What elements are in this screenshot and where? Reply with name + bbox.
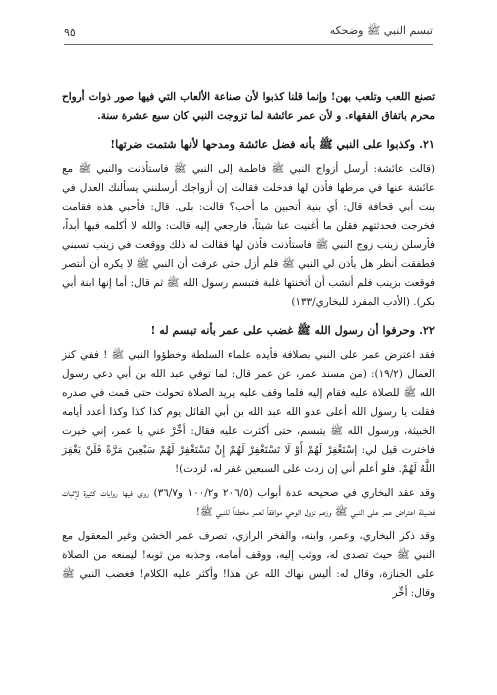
header-divider — [64, 44, 433, 45]
page-body — [62, 88, 435, 608]
section-heading-21: ٢١. وكذبوا على النبي ﷺ بأنه فضل عائشة ومدحها لأنها شتمت ضرتها! — [110, 137, 435, 151]
page-number: ٩٥ — [64, 25, 76, 39]
paragraph-bukhari-chapters: وقد عقد البخاري في صحيحه عدة أبواب (٢٠٦/٥ و١٠٠/٢ و٣٦/٧) روى فيها روايات كثيرة لإثبات فضيلة اعتراض عمر على النبي ﷺ وزعم نزول الوحي موافقاً لعمر مخطئاً للنبي ﷺ! — [62, 487, 436, 518]
paragraph-umar-conduct: وقد ذكر البخاري، وعمر، وابنه، والفخر الرازي، تصرف عمر الخشن وغير المعقول مع النبي ﷺ حيث تصدى له، ووثب إليه، ووقف أمامه، وجذبه من ثوبه! ليمنعه من الصلاة على الجنازة، وقال له: أليس نهاك الله عن هذا! وأكثر عليه الكلام! فغضب النبي ﷺ وقال: أخِّر — [62, 530, 435, 599]
section-heading-22: ٢٢. وحرفوا أن رسول الله ﷺ غضب على عمر بأنه تبسم له ! — [150, 323, 435, 337]
paragraph-aisha-narration: (قالت عائشة: أرسل أزواج النبي ﷺ فاطمة إلى النبي ﷺ فاستأذنت والنبي ﷺ مع عائشة عنها في مرطها فأذن لها فدخلت فقالت إن أزواجك أرسلنني يسألنك العدل في بنت أبي قحافة قال: أي بنية أتحبين ما أحب؟ قالت: بلى. قال: فأحبي هذه فقامت فخرجت فحدثتهم فقلن ما أغنيت عنا شيئاً، فارجعي إليه قالت: والله لا أكلمه فيها أبداً، فأرسلن زينب زوج النبي ﷺ فاستأذنت فأذن لها فقالت له ذلك ووقعت في زينب تسبني فطفقت أنظر هل يأذن لي النبي ﷺ فلم أزل حتى عرفت أن النبي ﷺ لا يكره أن أنتصر فوقعت بزينب فلم أنشب أن أثخنتها غلبة فتبسم رسول الله ﷺ ثم قال: أما إنها ابنة أبي بكر). (الأدب المفرد للبخاري/١٣٣) — [62, 163, 435, 308]
running-title: تبسم النبي ﷺ وضحكه — [329, 24, 433, 37]
paragraph-intro: تصنع اللعب وتلعب بهن! وإنما قلنا كذبوا لأن صناعة الألعاب التي فيها صور ذوات أرواح محرم باتفاق الفقهاء. و لأن عمر عائشة لما تزوجت النبي كان سبع عشرة سنة. — [62, 91, 435, 122]
running-header — [64, 24, 433, 40]
paragraph-kanz-ummal: فقد اعترض عمر على النبي بصلافة فأيده علماء السلطة وخطؤوا النبي ﷺ ! ففي كنز العمال (١٩/٢): (من مسند عمر، عن عمر قال: لما توفي عبد الله بن أبي دعي رسول الله ﷺ للصلاة عليه فقام إليه فلما وقف عليه يريد الصلاة تحولت حتى قمت في صدره فقلت يا رسول الله أعلى عدو الله عبد الله بن أبي القائل يوم كذا كذا وكذا أعدد أيامه الخبيثة، ورسول الله ﷺ يتبسم، حتى أكثرت عليه فقال: أخِّرْ عني يا عمر، إني خيرت فاخترت قيل لي: إسْتَغْفِرْ لَهُمْ أَوْ لَا تَسْتَغْفِرْ لَهُمْ إِنْ تَسْتَغْفِرْ لَهُمْ سَبْعِينَ مَرَّةً فَلَنْ يَغْفِرَ اللَّهُ لَهُمْ. فلو أعلم أني إن زدت على السبعين غفر له، لزدت)! — [62, 349, 435, 475]
